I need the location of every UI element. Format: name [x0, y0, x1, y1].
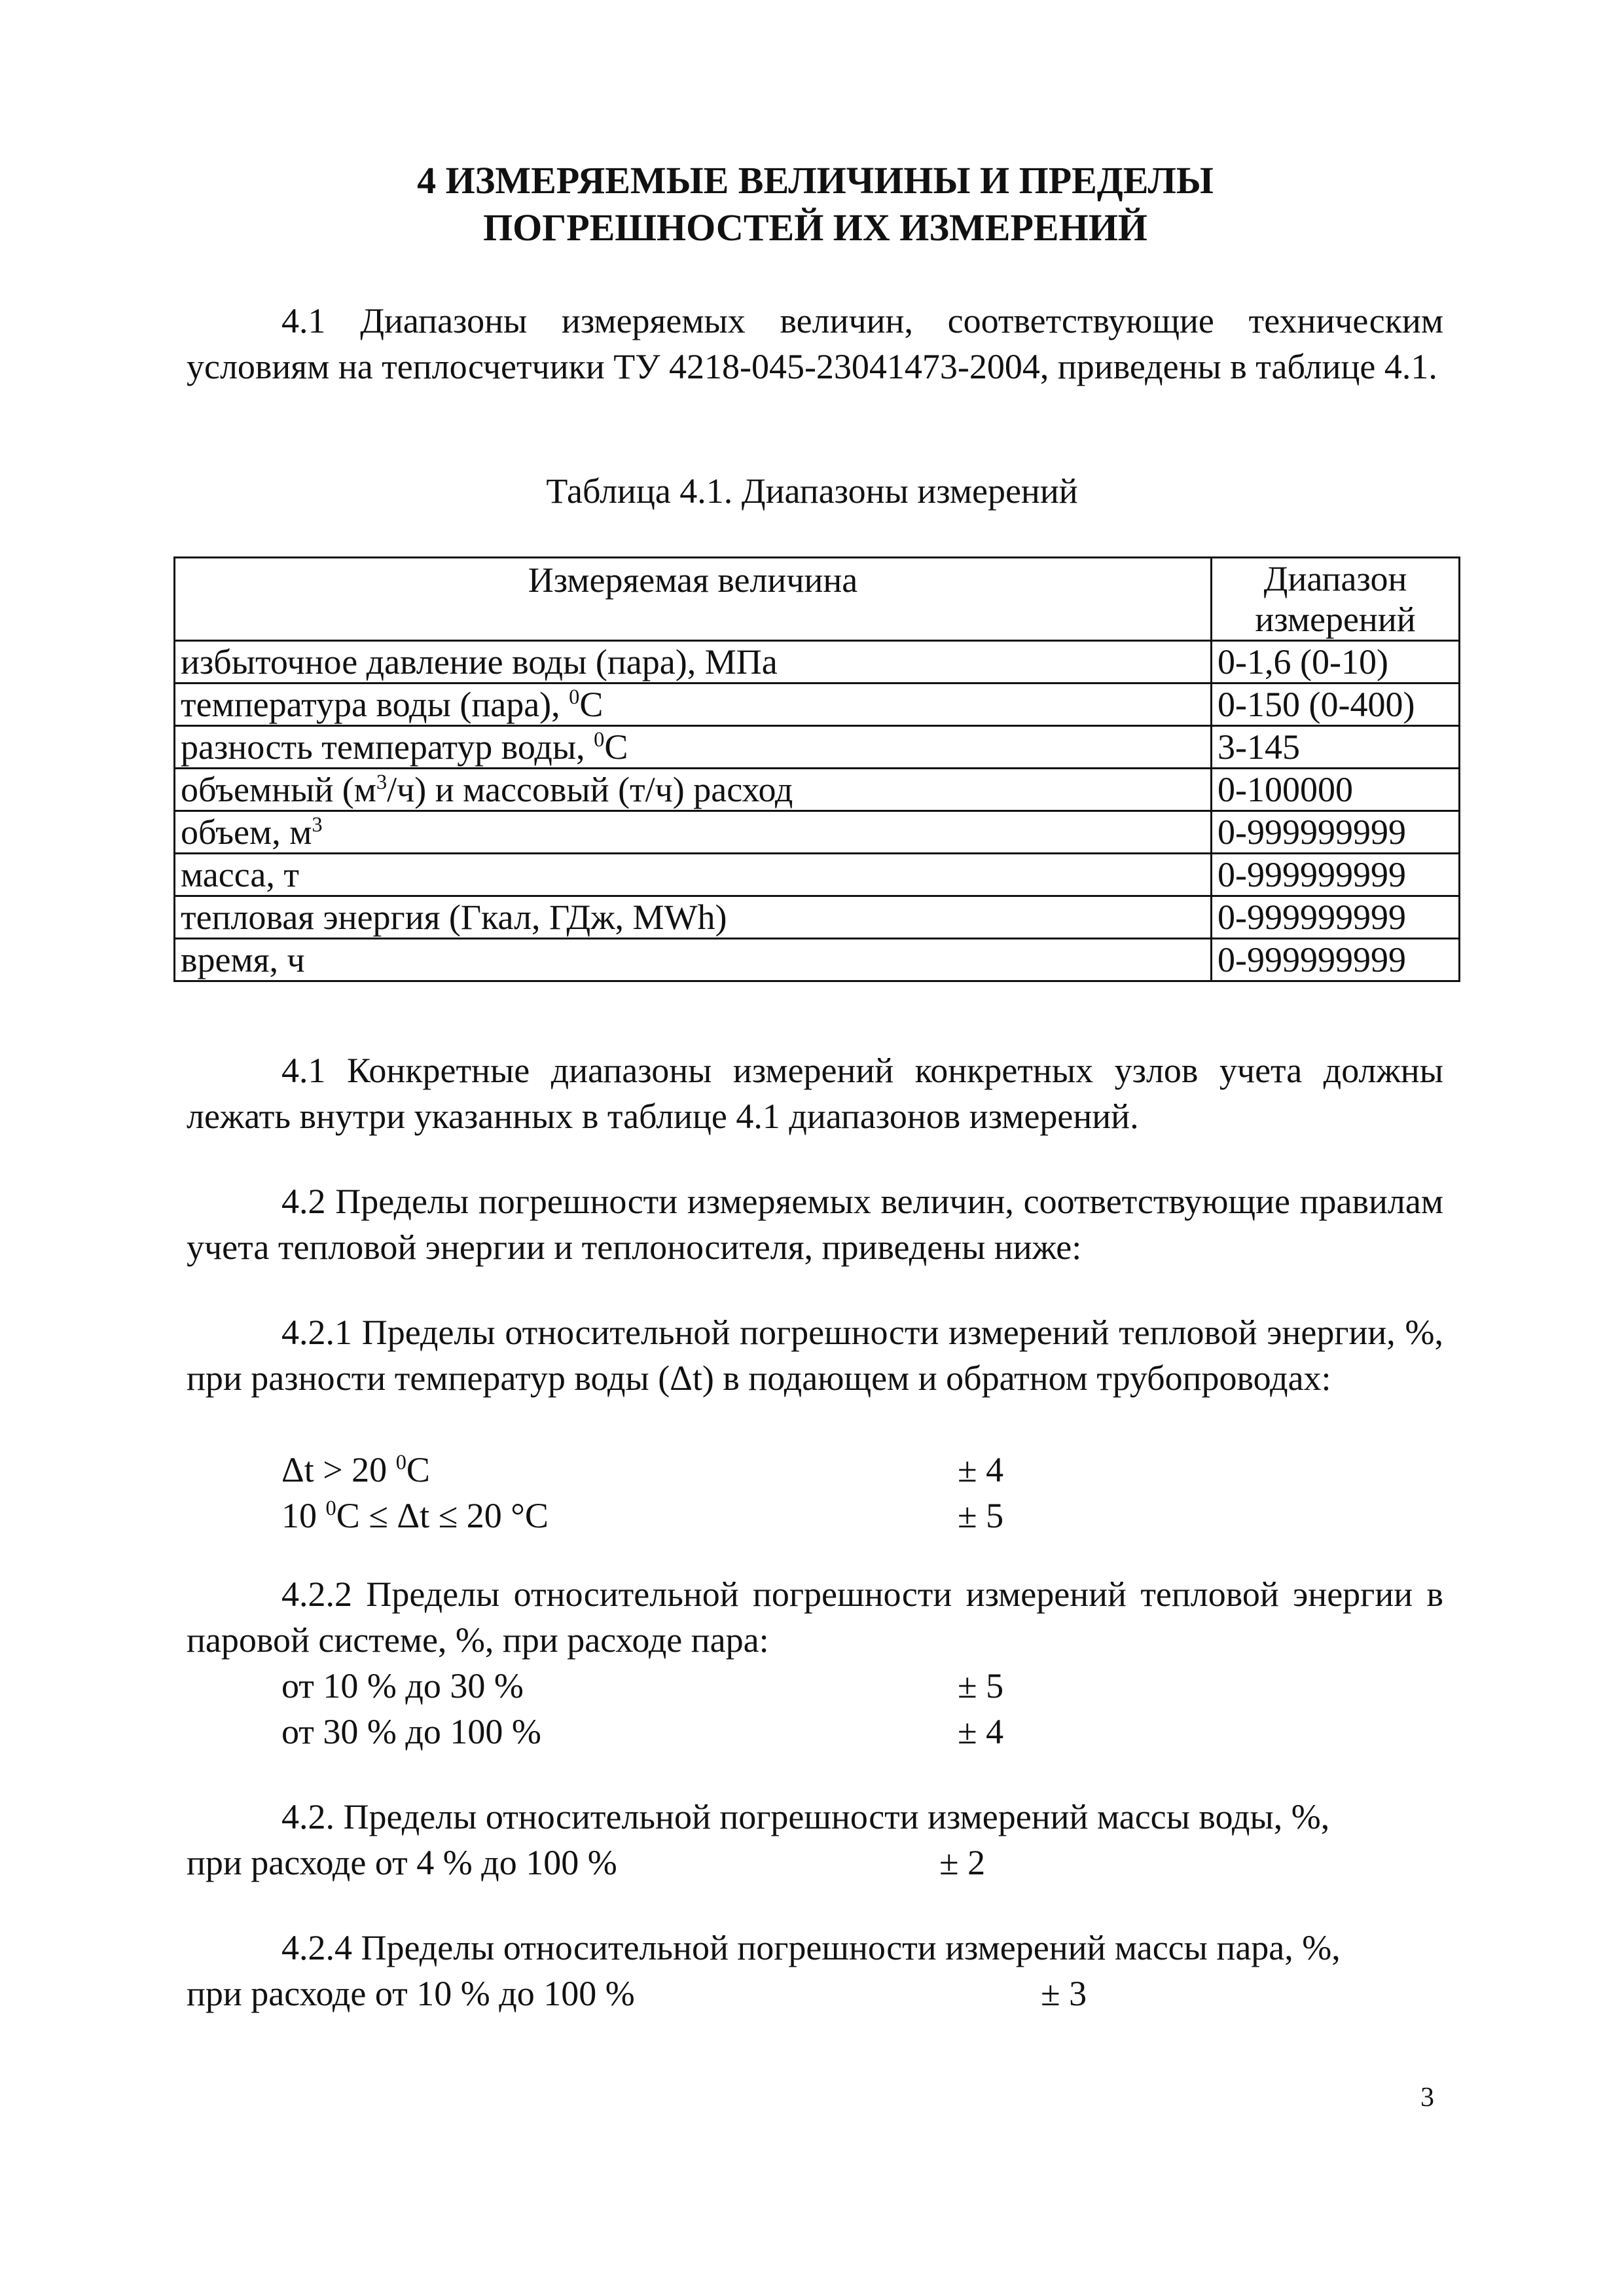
paragraph-4-2-3-line1: 4.2. Пределы относительной погрешности измерений массы воды, %, [281, 1797, 1330, 1836]
paragraph-4-1: 4.1 Диапазоны измеряемых величин, соответствующие техническим условиям на теплосчетчики ТУ 4218-045-23041473-2004, приведены в таблице 4.1. [187, 301, 1443, 386]
error-condition: от 30 % до 100 % [281, 1712, 541, 1751]
table-header-name: Измеряемая величина [175, 558, 1212, 641]
errors-4-2-2 [187, 1663, 1443, 1755]
heading-line-1: 4 ИЗМЕРЯЕМЫЕ ВЕЛИЧИНЫ И ПРЕДЕЛЫ [417, 159, 1214, 202]
error-value: ± 5 [958, 1496, 1004, 1535]
paragraph-4-2-4-line1: 4.2.4 Пределы относительной погрешности измерений массы пара, %, [281, 1928, 1341, 1967]
paragraph-4-2: 4.2 Пределы погрешности измеряемых величин, соответствующие правилам учета тепловой энергии и теплоносителя, приведены ниже: [187, 1182, 1443, 1267]
error-value: ± 5 [958, 1666, 1004, 1705]
section-heading [0, 157, 1624, 251]
row-quantity-name: объемный $(м^3/ч)$ и массовый (т/ч) расход [175, 769, 1212, 811]
paragraph-4-1-specific: 4.1 Конкретные диапазоны измерений конкретных узлов учета должны лежать внутри указанных в таблице 4.1 диапазонов измерений. [187, 1051, 1443, 1136]
paragraph-4-2-4-line2: при расходе от 10 % до 100 % [187, 1974, 635, 2013]
row-range-value: 0-999999999 [1212, 896, 1460, 939]
page-number: 3 [1420, 2083, 1434, 2113]
error-condition: 10 $^0$С ≤ Δt ≤ 20 °С [281, 1496, 549, 1535]
row-range-value: 0-999999999 [1212, 854, 1460, 896]
table-caption: Таблица 4.1. Диапазоны измерений [546, 471, 1078, 511]
table-row [175, 811, 1460, 854]
table-row [175, 854, 1460, 896]
row-range-value: 0-999999999 [1212, 811, 1460, 854]
row-quantity-name: тепловая энергия (Гкал, ГДж, MWh) [175, 896, 1212, 939]
error-row [187, 1447, 1443, 1493]
paragraph-4-2-3-value: ± 2 [939, 1843, 986, 1882]
error-value: ± 4 [958, 1450, 1004, 1489]
heading-line-2: ПОГРЕШНОСТЕЙ ИХ ИЗМЕРЕНИЙ [483, 206, 1147, 249]
table-row [175, 769, 1460, 811]
error-row [187, 1709, 1443, 1755]
error-row [187, 1493, 1443, 1539]
error-value: ± 4 [958, 1712, 1004, 1751]
row-quantity-name: избыточное давление воды (пара), МПа [175, 641, 1212, 683]
row-quantity-name: температура воды (пара), $^0$С [175, 683, 1212, 726]
table-header-range: Диапазон измерений [1212, 558, 1460, 641]
error-row [187, 1663, 1443, 1709]
table-row [175, 641, 1460, 683]
table-row [175, 896, 1460, 939]
table-row [175, 726, 1460, 769]
table-body [175, 641, 1460, 981]
paragraph-4-2-3-line2: при расходе от 4 % до 100 % [187, 1843, 617, 1882]
errors-4-2-1 [187, 1447, 1443, 1539]
paragraph-4-2-4-line2-row [187, 1971, 1443, 2016]
paragraph-4-2-3 [187, 1794, 1443, 1886]
paragraph-4-2-4-value: ± 3 [1041, 1974, 1087, 2013]
table-row [175, 683, 1460, 726]
table-row [175, 939, 1460, 981]
row-quantity-name: разность температур воды, $^0$С [175, 726, 1212, 769]
row-quantity-name: время, ч [175, 939, 1212, 981]
row-range-value: 0-1,6 (0-10) [1212, 641, 1460, 683]
paragraph-4-2-3-line2-row [187, 1840, 1443, 1886]
error-condition: от 10 % до 30 % [281, 1666, 524, 1705]
paragraph-4-2-2: 4.2.2 Пределы относительной погрешности измерений тепловой энергии в паровой системе, %, при расходе пара: [187, 1575, 1443, 1660]
row-quantity-name: масса, т [175, 854, 1212, 896]
ranges-table [173, 556, 1460, 982]
row-quantity-name: объем, $м^3$ [175, 811, 1212, 854]
paragraph-4-2-4 [187, 1925, 1443, 2016]
row-range-value: 0-150 (0-400) [1212, 683, 1460, 726]
row-range-value: 0-100000 [1212, 769, 1460, 811]
paragraph-4-2-1: 4.2.1 Пределы относительной погрешности измерений тепловой энергии, %, при разности температур воды (Δt) в подающем и обратном трубопроводах: [187, 1313, 1443, 1398]
row-range-value: 3-145 [1212, 726, 1460, 769]
error-condition: Δt > 20 $^0$С [281, 1450, 430, 1489]
row-range-value: 0-999999999 [1212, 939, 1460, 981]
